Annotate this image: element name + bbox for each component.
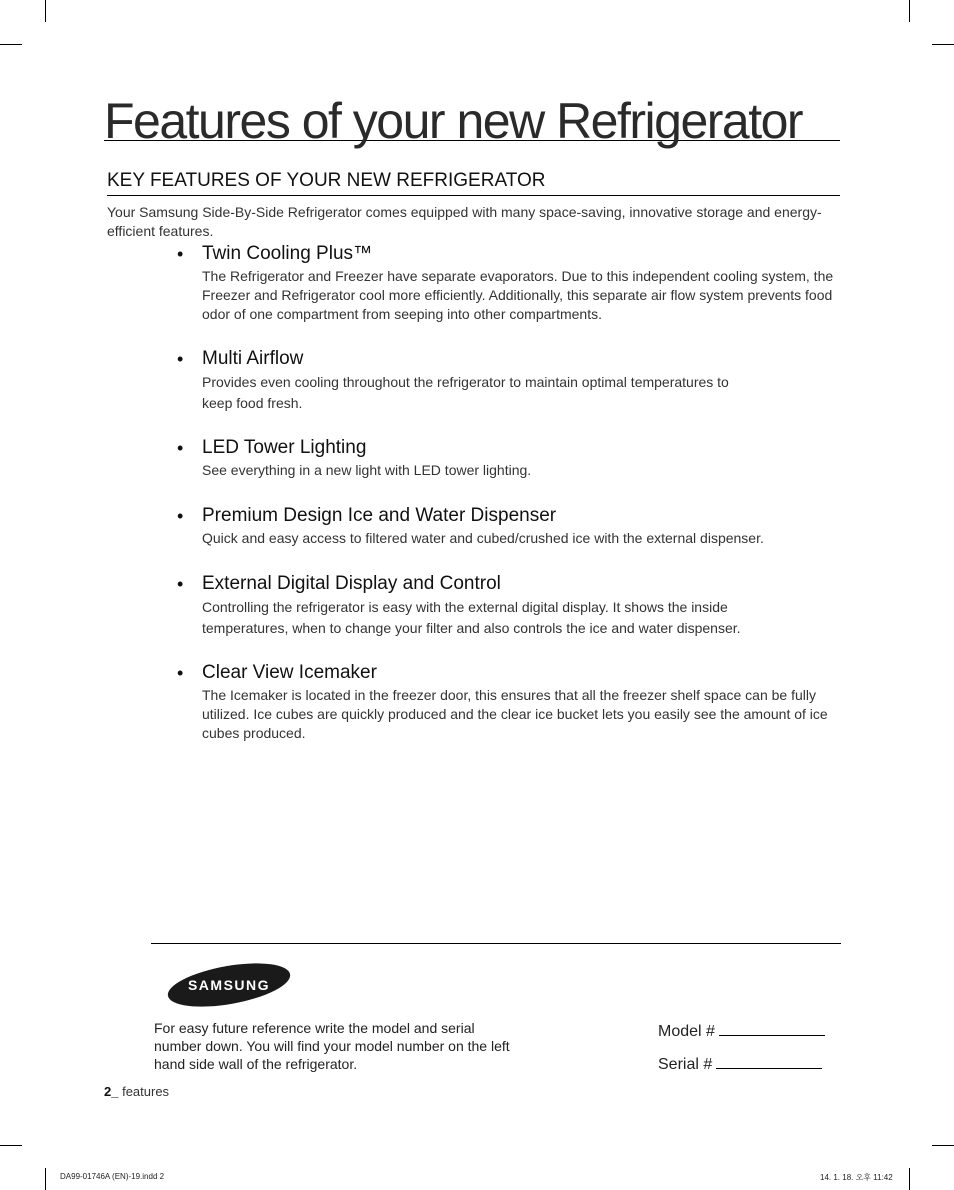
feature-description: The Icemaker is located in the freezer door, this ensures that all the freezer shelf space can be fully utilized. Ice cubes are quickly produced and the clear ice bucket lets you easily see the amount of ice cubes produced. <box>202 687 828 741</box>
bullet-icon: • <box>177 438 184 458</box>
crop-mark <box>45 1168 46 1190</box>
crop-mark <box>909 1168 910 1190</box>
feature-description: Quick and easy access to filtered water and cubed/crushed ice with the external dispenser. <box>202 530 764 546</box>
feature-title: Twin Cooling Plus™ <box>202 243 373 264</box>
serial-label: Serial # <box>658 1056 713 1073</box>
footer-divider <box>151 943 841 944</box>
section-heading: KEY FEATURES OF YOUR NEW REFRIGERATOR <box>107 170 840 196</box>
model-label: Model # <box>658 1023 715 1040</box>
logo-text: SAMSUNG <box>187 977 271 993</box>
crop-mark <box>932 1145 954 1146</box>
crop-mark <box>932 44 954 45</box>
crop-mark <box>45 0 46 22</box>
crop-mark <box>0 1145 22 1146</box>
bullet-icon: • <box>177 574 184 594</box>
bullet-icon: • <box>177 663 184 683</box>
feature-description: Provides even cooling throughout the refrigerator to maintain optimal temperatures to keep food fresh. <box>202 374 729 411</box>
crop-mark <box>0 44 22 45</box>
feature-description: Controlling the refrigerator is easy with the external digital display. It shows the inside temperatures, when to change your filter and also controls the ice and water dispenser. <box>202 599 741 636</box>
feature-title: External Digital Display and Control <box>202 573 501 594</box>
file-slug: DA99-01746A (EN)-19.indd 2 <box>60 1172 165 1181</box>
feature-title: Multi Airflow <box>202 348 304 369</box>
feature-description: See everything in a new light with LED tower lighting. <box>202 462 532 478</box>
feature-description: The Refrigerator and Freezer have separate evaporators. Due to this independent cooling system, the Freezer and Refrigerator cool more efficiently. Additionally, this separate air flow system prevents food odor of one compartment from seeping into other compartments. <box>202 268 834 322</box>
model-number-field <box>658 1019 825 1042</box>
footer-note: For easy future reference write the model and serial number down. You will find your model number on the left hand side wall of the refrigerator. <box>154 1020 510 1072</box>
samsung-logo <box>165 960 293 1010</box>
page-section-label: features <box>118 1084 170 1099</box>
crop-mark <box>909 0 910 22</box>
bullet-icon: • <box>177 349 184 369</box>
bullet-icon: • <box>177 244 184 264</box>
serial-write-line <box>716 1052 822 1069</box>
intro-paragraph: Your Samsung Side-By-Side Refrigerator comes equipped with many space-saving, innovative storage and energy-efficient features. <box>107 204 822 239</box>
date-slug: 14. 1. 18. 오후 11:42 <box>820 1173 893 1182</box>
page-title: Features of your new Refrigerator <box>104 96 840 141</box>
bullet-icon: • <box>177 506 184 526</box>
page-number <box>104 1084 169 1099</box>
model-write-line <box>719 1019 825 1036</box>
serial-number-field <box>658 1052 822 1075</box>
page-number-value: 2_ <box>104 1084 119 1099</box>
feature-title: Premium Design Ice and Water Dispenser <box>202 505 557 526</box>
feature-title: LED Tower Lighting <box>202 437 367 458</box>
feature-title: Clear View Icemaker <box>202 662 377 683</box>
